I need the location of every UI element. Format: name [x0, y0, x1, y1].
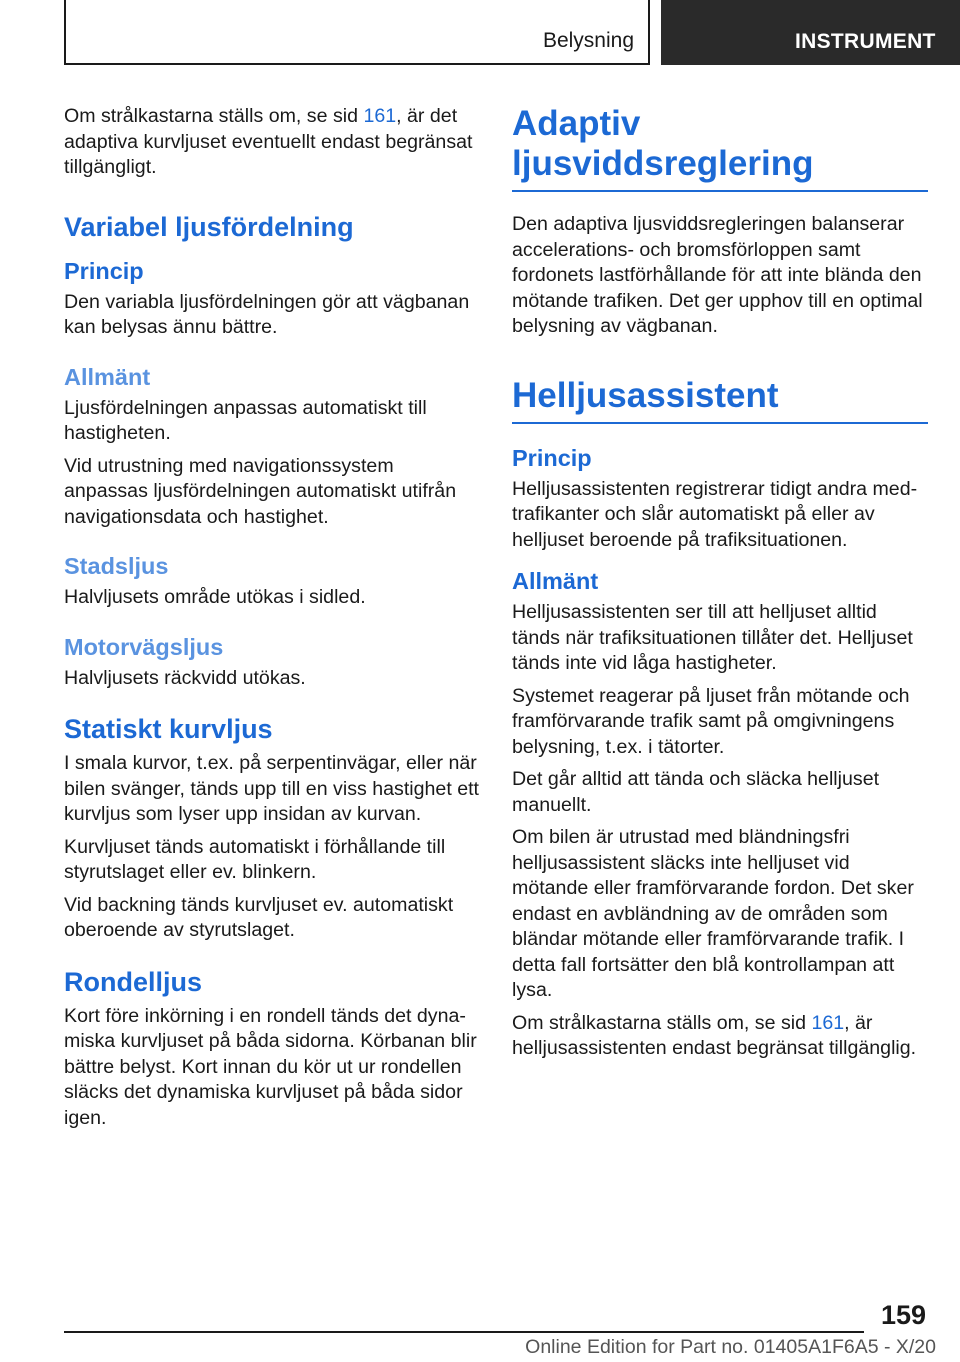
allmant-right-paragraph-3: Det går alltid att tända och släcka helljuset manuellt.: [512, 768, 880, 816]
allmant-paragraph-1: Ljusfördelningen anpassas automatiskt till hastigheten.: [64, 396, 427, 444]
page-header: [0, 0, 960, 66]
allmant-right-paragraph-1: Helljusassistenten ser till att helljuset alltid tänds när trafiksituationen tillåter det. Helljuset tänds inte vid låga hastigheter.: [512, 601, 913, 674]
outro-text-end: , är helljusassistenten endast begränsat tillgänglig.: [512, 1011, 917, 1059]
allmant-paragraph-2: Vid utrustning med navigationssystem anpassas ljusfördelningen automatiskt utifrån navigationsdata och hastighet.: [64, 454, 457, 528]
heading-princip-right: Princip: [512, 444, 592, 471]
heading-motorvagsljus: Motorvägsljus: [64, 633, 224, 660]
outro-paragraph: [512, 1011, 928, 1062]
heading-princip: Princip: [64, 257, 144, 284]
adaptiv-paragraph: Den adaptiva ljusviddsregleringen balanserar accelerations- och bromsförloppen samt fordonets lastförhållande för att inte blända den mötande trafiken. Det ger upphov till en optimal belysning av vägbanan.: [512, 213, 923, 337]
intro-text-end: , är det adaptiva kurvljuset eventuellt endast begränsat tillgängligt.: [64, 105, 473, 178]
stadsljus-paragraph: Halvljusets område utökas i sidled.: [64, 586, 366, 608]
rondelljus-paragraph: Kort före inkörning i en rondell tänds det dynamiska kurvljuset på båda sidorna. Körbanan blir bättre belyst. Kort innan du kör ut ur rondellen släcks det dynamiska kurvljuset på båda sidor igen.: [64, 1004, 477, 1129]
statiskt-paragraph-3: Vid backning tänds kurvljuset ev. automatiskt oberoende av styrutslaget.: [64, 893, 454, 941]
chapter-tab: INSTRUMENT: [661, 0, 960, 65]
heading-allmant: Allmänt: [64, 363, 151, 390]
princip-paragraph: Den variabla ljusfördelningen gör att vägbanan kan belysas ännu bättre.: [64, 290, 470, 338]
heading-stadsljus: Stadsljus: [64, 553, 169, 579]
page-link-161-right[interactable]: 161: [811, 1011, 845, 1034]
section-tab: [64, 0, 650, 65]
heading-adaptiv-ljusviddsreglering: Adaptiv ljusviddsreglering: [512, 104, 928, 192]
heading-variabel-ljusfordelning: Variabel ljusfördelning: [64, 211, 354, 242]
page-number: 159: [880, 1300, 926, 1330]
heading-helljusassistent: Helljusassistent: [512, 376, 928, 424]
heading-statiskt-kurvljus: Statiskt kurvljus: [64, 714, 273, 744]
heading-allmant-right: Allmänt: [512, 568, 599, 594]
allmant-right-paragraph-4: Om bilen är utrustad med bländningsfri helljusassistent släcks inte helljuset vid mötande eller framförvarande fordon. Det sker endast en avbländning av de områden som bländar mötande eller framförvarande trafik. I detta fall fortsätter den blå kontrollampan att lysa.: [512, 826, 914, 1001]
statiskt-paragraph-2: Kurvljuset tänds automatiskt i förhållande till styrutslaget eller ev. blinkern.: [64, 835, 446, 883]
left-column: [64, 104, 480, 1138]
footer-edition: Online Edition for Part no. 01405A1F6A5 - X/20: [525, 1336, 936, 1358]
section-title: Belysning: [542, 29, 634, 52]
allmant-right-paragraph-2: Systemet reagerar på ljuset från mötande och framförvarande trafik samt på omgivningens belysning, t.ex. i tätorter.: [512, 684, 910, 758]
statiskt-paragraph-1: I smala kurvor, t.ex. på serpentinvägar, eller när bilen svänger, tänds upp till en viss hastighet ett kurvljus som lyser upp insidan av kurvan.: [64, 752, 479, 825]
princip-right-paragraph: Helljusassistenten registrerar tidigt andra medtrafikanter och slår automatiskt på eller av helljuset beroende på trafiksituationen.: [512, 477, 918, 551]
outro-text: Om strålkastarna ställs om, se sid: [512, 1011, 812, 1034]
footer-divider: [64, 1331, 864, 1333]
intro-paragraph: [64, 104, 480, 181]
right-column: [512, 104, 928, 1069]
heading-rondelljus: Rondelljus: [64, 966, 203, 997]
intro-text: Om strålkastarna ställs om, se sid: [64, 105, 364, 127]
motorvagsljus-paragraph: Halvljusets räckvidd utökas.: [64, 666, 306, 689]
page-link-161[interactable]: 161: [363, 105, 397, 127]
